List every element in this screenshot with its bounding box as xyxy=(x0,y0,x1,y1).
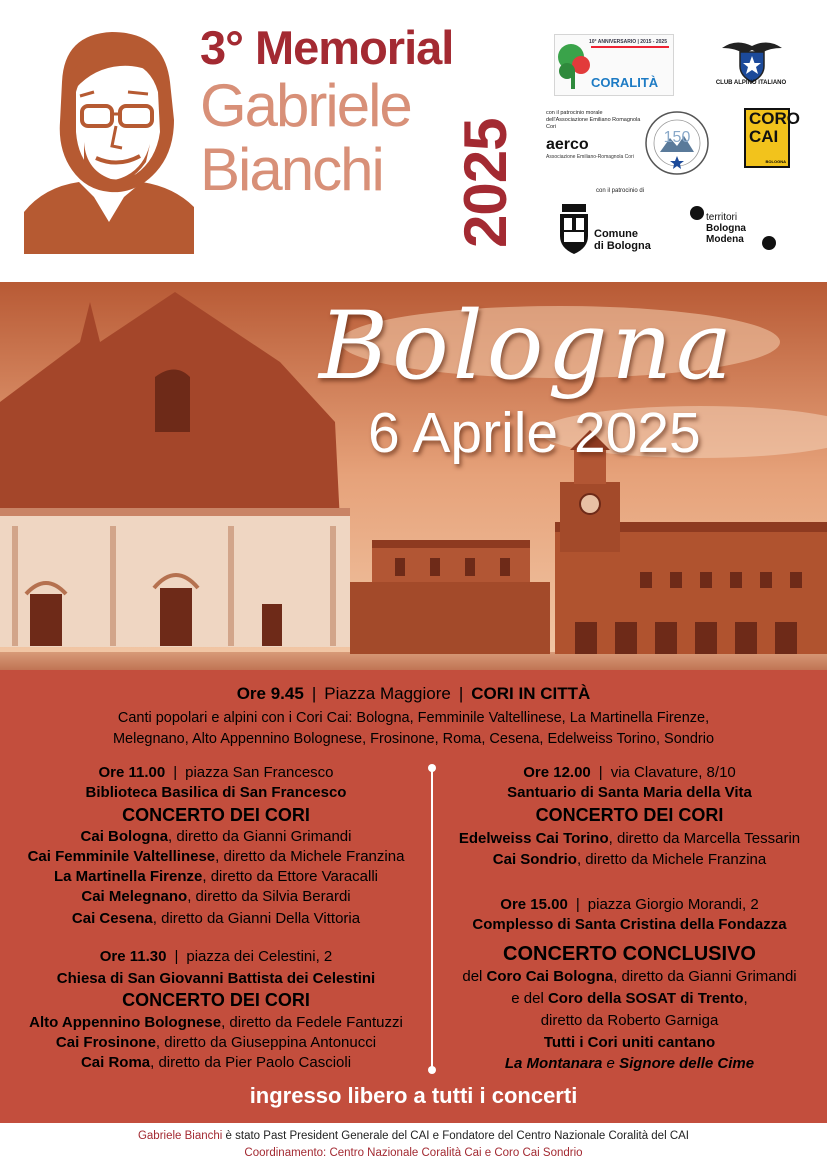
footer-line1 xyxy=(0,1130,827,1142)
event1-place: Piazza Maggiore xyxy=(324,684,451,703)
comune-bologna-text xyxy=(594,228,651,252)
choir-name: Cai Frosinone xyxy=(55,1034,156,1051)
choir-name: Edelweiss Cai Torino xyxy=(458,830,609,847)
event2-choir-5 xyxy=(0,909,432,929)
event4-header xyxy=(432,763,827,783)
coro-cai-word3: BOLOGNA xyxy=(765,159,786,164)
text: e del xyxy=(511,990,548,1007)
comune-bologna-crest-icon xyxy=(554,202,594,256)
event4-time: Ore 12.00 xyxy=(523,764,591,781)
choir-director: , diretto da Marcella Tessarin xyxy=(608,830,801,847)
coro-cai-word2: CAI xyxy=(749,127,779,146)
territori-line2: Bologna xyxy=(706,223,746,234)
territori-text xyxy=(706,212,746,245)
footer-name: Gabriele Bianchi xyxy=(137,1130,223,1142)
cai-150-badge-icon xyxy=(644,110,710,176)
memorial-title xyxy=(200,21,454,203)
city-title: Bologna xyxy=(319,292,737,401)
event4-title: CONCERTO DEI CORI xyxy=(535,805,724,825)
title-line3: Bianchi xyxy=(200,136,383,203)
event3-venue: Chiesa di San Giovanni Battista dei Celestini xyxy=(56,970,376,987)
choir-name: Alto Appennino Bolognese xyxy=(29,1014,222,1031)
event5-header xyxy=(432,895,827,915)
sponsor-logos xyxy=(540,30,827,270)
event3-time: Ore 11.30 xyxy=(99,948,167,965)
event4-sep: | xyxy=(598,764,603,781)
event5-line3: diretto da Roberto Garniga xyxy=(540,1012,719,1029)
text: del xyxy=(462,968,487,985)
event2-choir-3 xyxy=(0,867,432,887)
choir-director: , diretto da Giuseppina Antonucci xyxy=(155,1034,377,1051)
territori-dot-bottom xyxy=(762,236,776,250)
event2-choir-1 xyxy=(0,827,432,847)
event3-choir-3 xyxy=(0,1053,432,1073)
text: e xyxy=(602,1055,620,1072)
choir-name: Cai Sondrio xyxy=(492,851,577,868)
event5-line5 xyxy=(432,1054,827,1074)
coro-cai-word1: CORO xyxy=(749,109,800,128)
portrait-illustration xyxy=(24,22,194,254)
choir-name: Coro Cai Bologna xyxy=(486,968,614,985)
footer-bio: è stato Past President Generale del CAI e Fondatore del Centro Nazionale Coralità del CAI xyxy=(222,1130,690,1142)
title-line2: Gabriele xyxy=(200,72,411,139)
comune-line2: di Bologna xyxy=(594,240,651,252)
choir-director: , diretto da Silvia Berardi xyxy=(187,888,351,905)
event2-time: Ore 11.00 xyxy=(98,764,166,781)
choir-director: , diretto da Gianni Della Vittoria xyxy=(152,910,361,927)
coro-cai-bologna-logo xyxy=(744,108,800,168)
event4-place: via Clavature, 8/10 xyxy=(610,764,736,781)
event5-line1 xyxy=(432,967,827,987)
choir-name: Cai Roma xyxy=(80,1054,151,1071)
event5-line4: Tutti i Cori uniti cantano xyxy=(543,1034,716,1051)
choir-director: , diretto da Gianni Grimandi xyxy=(168,828,352,845)
patrocinio-morale: con il patrocinio morale dell'Associazione Emiliano Romagnola Cori xyxy=(546,110,641,130)
event3-choir-1 xyxy=(0,1013,432,1033)
cai-caption: CLUB ALPINO ITALIANO xyxy=(715,80,787,86)
footer-line2: Coordinamento: Centro Nazionale Coralità Cai e Coro Cai Sondrio xyxy=(244,1147,583,1159)
coralita-word: CORALITÀ xyxy=(591,75,659,90)
event3-header xyxy=(0,947,432,967)
event1-sep1: | xyxy=(311,684,317,703)
event5-place: piazza Giorgio Morandi, 2 xyxy=(587,896,759,913)
event1-header xyxy=(0,684,827,704)
event1-desc1: Canti popolari e alpini con i Cori Cai: Bologna, Femminile Valtellinese, La Martinella Firenze, xyxy=(117,710,710,726)
choir-name: Cai Femminile Valtellinese xyxy=(27,848,216,865)
event3-title: CONCERTO DEI CORI xyxy=(122,990,310,1010)
event2-venue: Biblioteca Basilica di San Francesco xyxy=(85,784,347,801)
text: , xyxy=(743,990,748,1007)
title-line1: 3° Memorial xyxy=(200,21,454,74)
event2-header xyxy=(0,763,432,783)
song-title: Signore delle Cime xyxy=(619,1055,755,1072)
event1-title: CORI IN CITTÀ xyxy=(471,684,591,703)
event1-time: Ore 9.45 xyxy=(236,684,304,703)
vertical-year: 2025 xyxy=(452,118,519,248)
event-date: 6 Aprile 2025 xyxy=(368,401,701,465)
free-entry-notice: ingresso libero a tutti i concerti xyxy=(249,1083,578,1108)
event4-venue: Santuario di Santa Maria della Vita xyxy=(507,784,752,801)
patrocinio-label: con il patrocinio di xyxy=(596,188,645,194)
choir-director: , diretto da Fedele Fantuzzi xyxy=(221,1014,403,1031)
event3-place: piazza dei Celestini, 2 xyxy=(186,948,333,965)
aerco-caption: Associazione Emiliano-Romagnola Cori xyxy=(546,154,634,160)
coralita-anniversary: 10° ANNIVERSARIO | 2015 - 2025 xyxy=(589,39,667,45)
coralita-divider xyxy=(591,46,669,48)
comune-line1: Comune xyxy=(594,228,638,240)
event4-choir-2 xyxy=(432,850,827,870)
choir-director: , diretto da Michele Franzina xyxy=(576,851,767,868)
choir-name: La Martinella Firenze xyxy=(53,868,203,885)
event2-sep: | xyxy=(173,764,178,781)
choir-director: , diretto da Pier Paolo Cascioli xyxy=(150,1054,352,1071)
cai-150-text: 150 xyxy=(663,129,691,146)
coralita-logo xyxy=(554,34,674,96)
event5-time: Ore 15.00 xyxy=(500,896,568,913)
song-title: La Montanara xyxy=(504,1055,603,1072)
choir-director: , diretto da Ettore Varacalli xyxy=(202,868,379,885)
event3-choir-2 xyxy=(0,1033,432,1053)
event5-line2 xyxy=(432,989,827,1009)
territori-dot-top xyxy=(690,206,704,220)
territori-line3: Modena xyxy=(706,234,744,245)
event2-place: piazza San Francesco xyxy=(185,764,334,781)
header xyxy=(0,0,827,282)
choir-name: Cai Cesena xyxy=(71,910,153,927)
choir-director: , diretto da Michele Franzina xyxy=(215,848,405,865)
event2-choir-2 xyxy=(0,847,432,867)
territori-line1: territori xyxy=(706,212,738,223)
event3-sep: | xyxy=(174,948,179,965)
choir-name: Cai Bologna xyxy=(80,828,169,845)
event1-desc2: Melegnano, Alto Appennino Bolognese, Frosinone, Roma, Cesena, Edelweiss Torino, Sondrio xyxy=(112,731,715,747)
event5-sep: | xyxy=(575,896,580,913)
event5-title: CONCERTO CONCLUSIVO xyxy=(503,943,756,965)
choir-name: Cai Melegnano xyxy=(81,888,188,905)
event4-choir-1 xyxy=(432,829,827,849)
event1-sep2: | xyxy=(458,684,464,703)
event2-choir-4 xyxy=(0,887,432,907)
aerco-logo: aerco xyxy=(546,136,589,153)
event2-title: CONCERTO DEI CORI xyxy=(122,805,310,825)
choir-director: , diretto da Gianni Grimandi xyxy=(613,968,797,985)
event5-venue: Complesso di Santa Cristina della Fondazza xyxy=(472,916,787,933)
choir-name: Coro della SOSAT di Trento xyxy=(547,990,744,1007)
